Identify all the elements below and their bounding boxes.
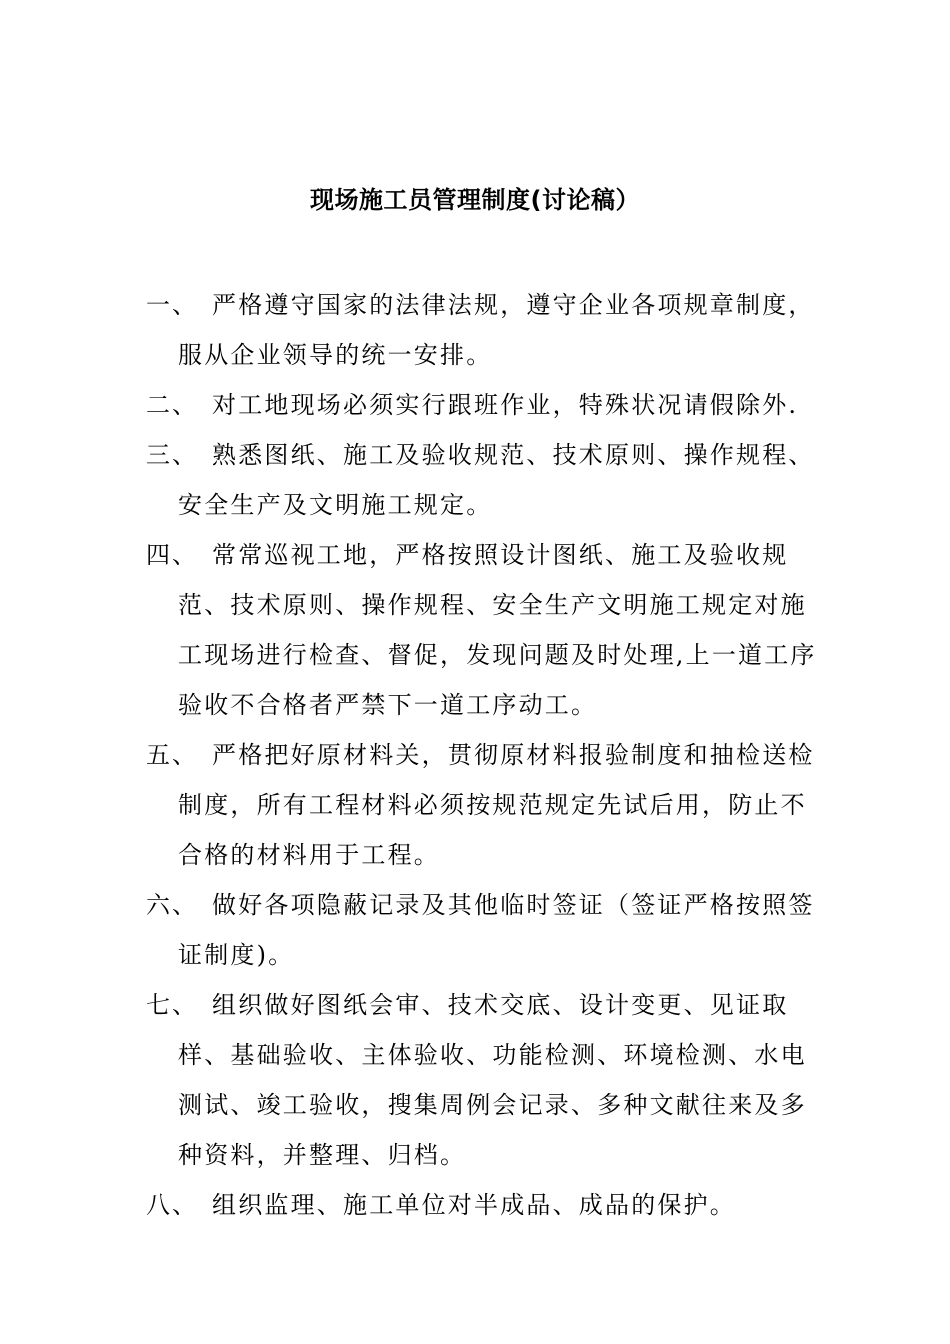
rule-text: 严格把好原材料关，贯彻原材料报验制度和抽检送检制度，所有工程材料必须按规范规定先试后用，防止不合格的材料用于工程。	[178, 741, 815, 869]
rule-number: 八、	[146, 1191, 198, 1219]
rule-item-4	[146, 530, 830, 730]
rule-item-8	[146, 1180, 830, 1230]
rule-number: 六、	[146, 891, 198, 919]
rule-item-1	[146, 280, 830, 380]
rule-text: 常常巡视工地，严格按照设计图纸、施工及验收规范、技术原则、操作规程、安全生产文明施工规定对施工现场进行检查、督促，发现问题及时处理,上一道工序验收不合格者严禁下一道工序动工。	[178, 541, 817, 719]
rule-item-5	[146, 730, 830, 880]
rules-list	[146, 280, 830, 1230]
rule-number: 一、	[146, 291, 198, 319]
rule-item-6	[146, 880, 830, 980]
rule-item-7	[146, 980, 830, 1180]
rule-number: 四、	[146, 541, 198, 569]
rule-text: 做好各项隐蔽记录及其他临时签证（签证严格按照签证制度)。	[178, 891, 815, 969]
rule-number: 二、	[146, 391, 198, 419]
rule-item-2	[146, 380, 830, 430]
rule-text: 对工地现场必须实行跟班作业，特殊状况请假除外.	[212, 391, 799, 419]
document-title: 现场施工员管理制度(讨论稿）	[310, 186, 640, 214]
rule-number: 三、	[146, 441, 198, 469]
rule-text: 组织做好图纸会审、技术交底、设计变更、见证取样、基础验收、主体验收、功能检测、环境检测、水电测试、竣工验收，搜集周例会记录、多种文献往来及多种资料，并整理、归档。	[178, 991, 807, 1169]
rule-text: 组织监理、施工单位对半成品、成品的保护。	[212, 1191, 736, 1219]
rule-number: 七、	[146, 991, 198, 1019]
rule-item-3	[146, 430, 830, 530]
rule-text: 熟悉图纸、施工及验收规范、技术原则、操作规程、安全生产及文明施工规定。	[178, 441, 815, 519]
rule-number: 五、	[146, 741, 198, 769]
rule-text: 严格遵守国家的法律法规，遵守企业各项规章制度，服从企业领导的统一安排。	[178, 291, 815, 369]
